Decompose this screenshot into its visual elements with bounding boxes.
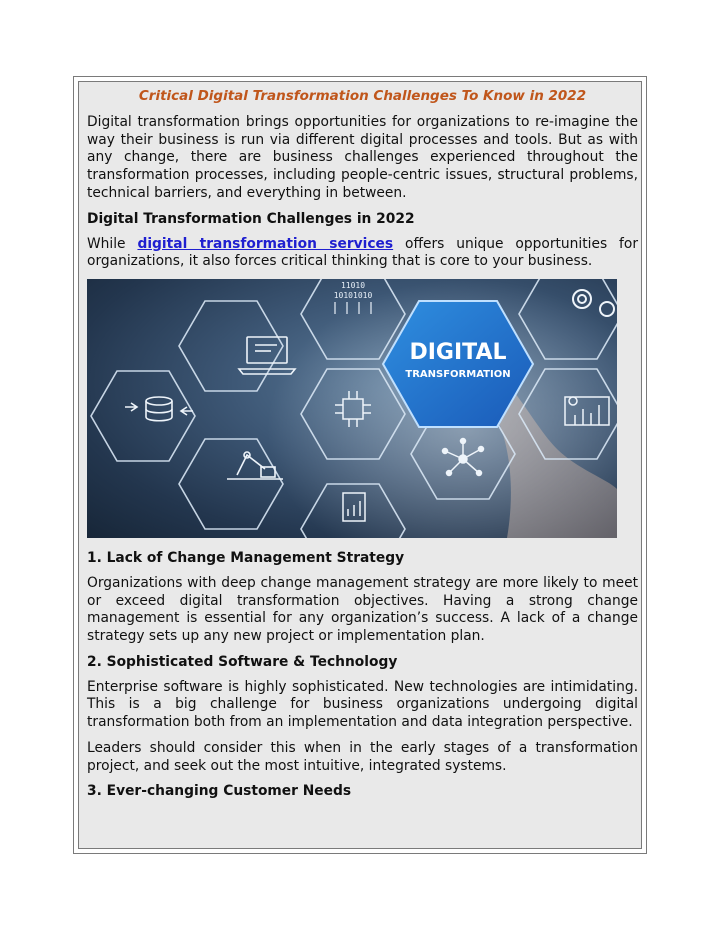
challenge-2-paragraph-1: Enterprise software is highly sophisticated. New technologies are intimidating. This is a big challenge for business organizations undergoing digital transformation both from an implementation and data integration perspective. [87,678,638,731]
services-text-after: offers unique opportunities for organizations, it also forces critical thinking that is core to your business. [87,235,639,270]
services-text-before: While [87,235,138,252]
challenge-3-heading: 3. Ever-changing Customer Needs [87,783,352,800]
hex-left [91,371,195,461]
challenge-2-heading: 2. Sophisticated Software & Technology [87,653,398,670]
section-heading: Digital Transformation Challenges in 2022 [87,210,415,227]
hex-top-left [179,301,283,391]
image-subline: TRANSFORMATION [405,368,511,380]
hex-bottom-left [179,439,283,529]
article-title: Critical Digital Transformation Challenges To Know in 2022 [138,88,587,104]
challenge-1-paragraph: Organizations with deep change management strategy are more likely to meet or exceed digital transformation objectives. Having a strong change management is essential for any organization’s success. A lack of a change strategy sets up any new project or implementation plan. [87,574,638,645]
services-paragraph [87,236,638,271]
binary-top: 11010 [340,280,366,290]
document-page [78,81,642,849]
database-icon [125,397,193,421]
challenge-1-heading: 1. Lack of Change Management Strategy [87,549,405,566]
hero-illustration [87,279,617,538]
challenge-2-paragraph-2: Leaders should consider this when in the early stages of a transformation project, and seek out the most intuitive, integrated systems. [87,739,638,774]
intro-paragraph: Digital transformation brings opportunities for organizations to re-imagine the way their business is run via different digital processes and tools. But as with any change, there are business challenges experienced throughout the transformation processes, including people-centric issues, structural problems, technical barriers, and everything in between. [87,114,638,201]
laptop-icon [239,337,295,374]
document-content [87,88,638,808]
image-headline: DIGITAL [409,339,507,365]
binary-bottom: 10101010 [333,290,373,300]
digital-transformation-image [87,279,617,538]
digital-transformation-services-link[interactable]: digital transformation services [137,235,394,252]
document-frame [73,76,647,854]
